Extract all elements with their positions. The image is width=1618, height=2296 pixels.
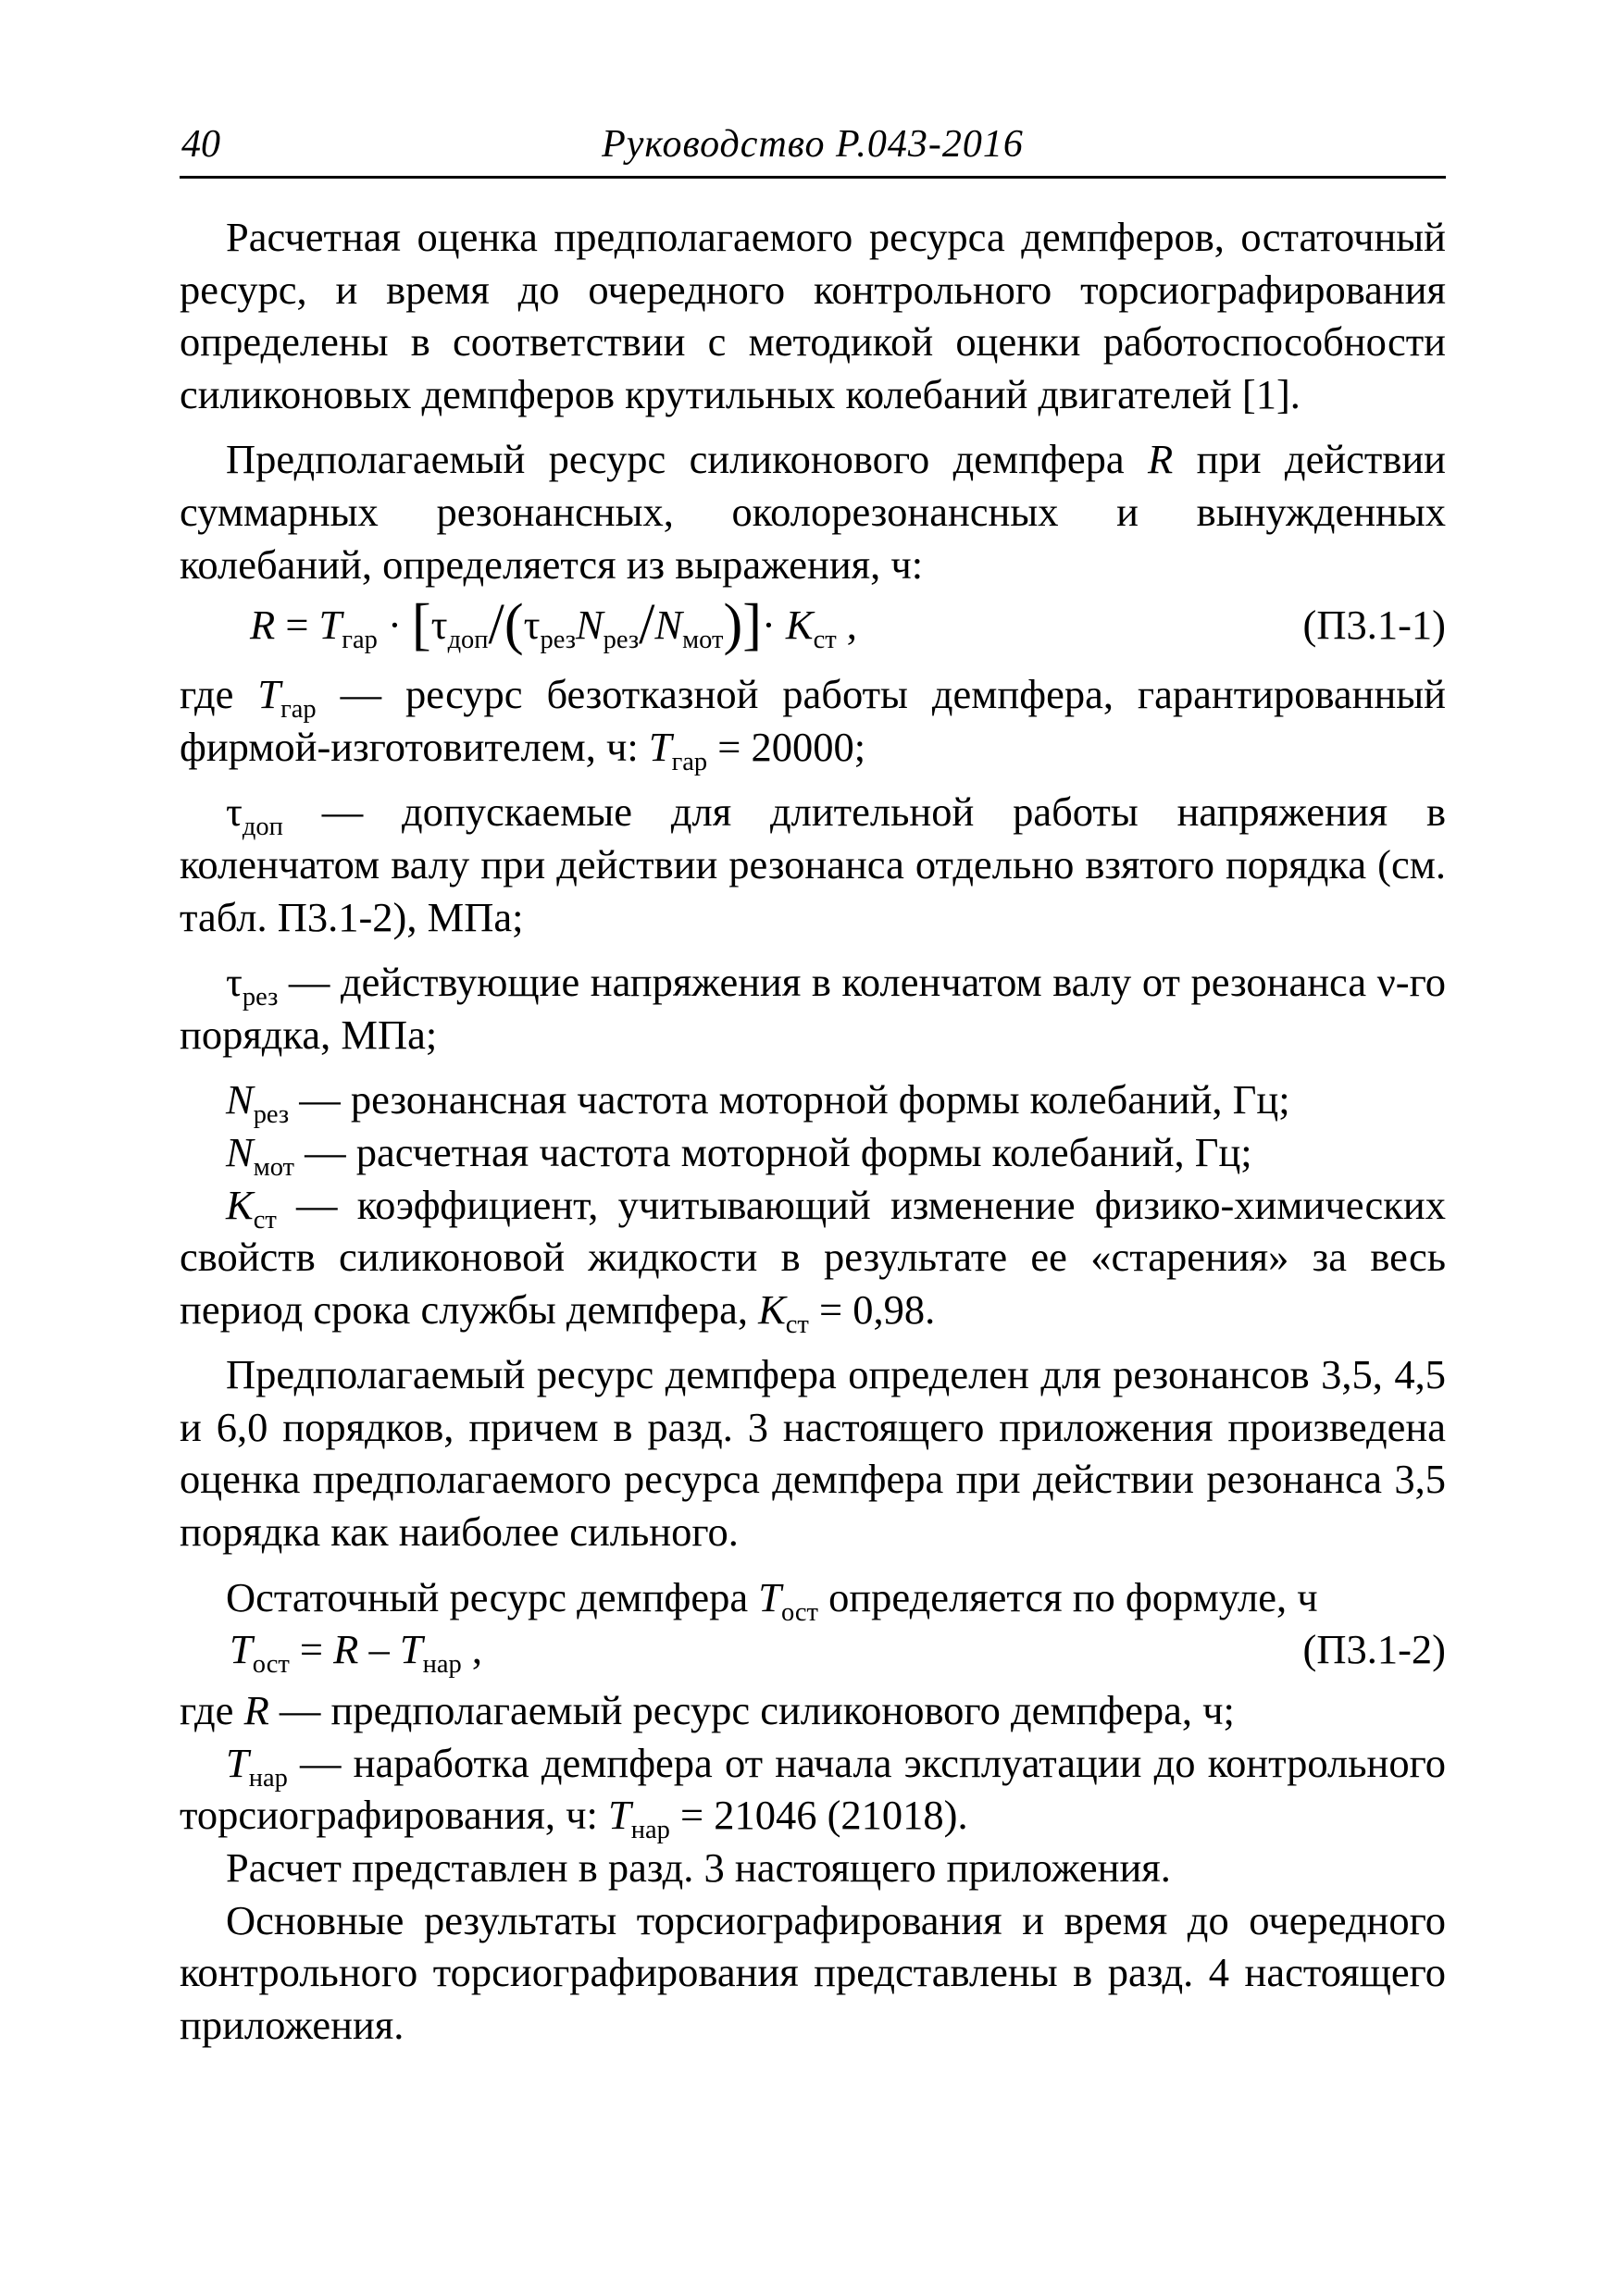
var-t: T — [318, 602, 342, 649]
text: Остаточный ресурс демпфера — [226, 1573, 759, 1620]
definition-r — [180, 1684, 1446, 1737]
var-r: R — [333, 1626, 359, 1673]
comma: , — [836, 602, 857, 649]
formula-number: (П3.1-2) — [1302, 1626, 1446, 1673]
subscript: доп — [447, 626, 489, 655]
page-number: 40 — [181, 123, 220, 166]
subscript: ост — [780, 1597, 818, 1627]
definition-n-rez — [180, 1074, 1446, 1130]
slash: / — [488, 592, 504, 657]
definition-t-nar — [180, 1737, 1446, 1845]
var-tau: τ — [523, 602, 541, 649]
var-k: K — [226, 1181, 254, 1228]
subscript: рез — [253, 1100, 290, 1130]
dot-operator: · — [761, 602, 786, 649]
subscript: гар — [671, 747, 708, 776]
var-tau: τ — [226, 959, 243, 1006]
equals-sign: = — [289, 1626, 334, 1673]
text: — предполагаемый ресурс силиконового демпфера, ч; — [268, 1687, 1235, 1734]
subscript: мот — [682, 626, 724, 655]
text: = 21046 (21018). — [669, 1792, 968, 1839]
subscript: рез — [242, 983, 279, 1012]
dot-operator: · — [377, 602, 412, 649]
text: — действующие напряжения в коленчатом валу от резонанса ν-го порядка, МПа; — [180, 959, 1446, 1058]
formula-p3-1-1 — [180, 592, 1446, 664]
subscript: рез — [540, 626, 576, 655]
var-n: N — [226, 1076, 254, 1123]
var-n: N — [654, 602, 683, 649]
subscript: ст — [785, 1309, 809, 1339]
left-paren: ( — [504, 592, 524, 657]
text: при действии суммарных резонансных, околорезонансных и вынужденных колебаний, определяется из выражения, ч: — [180, 436, 1446, 588]
var-t: T — [758, 1573, 781, 1620]
var-r: R — [243, 1687, 269, 1734]
text: = 0,98. — [808, 1285, 936, 1333]
text: определяется по формуле, ч — [817, 1573, 1318, 1620]
subscript: ост — [252, 1650, 290, 1680]
left-bracket: [ — [411, 592, 431, 657]
subscript: рез — [603, 626, 640, 655]
subscript: нар — [248, 1763, 288, 1793]
text: — наработка демпфера от начала эксплуатации до контрольного торсиографирования, ч: — [180, 1739, 1446, 1839]
text: — расчетная частота моторной формы колебаний, Гц; — [294, 1128, 1252, 1175]
text: где — [180, 1687, 244, 1734]
text: где — [180, 671, 258, 718]
var-tau: τ — [226, 788, 243, 836]
var-t: T — [399, 1626, 423, 1673]
text: — коэффициент, учитывающий изменение физико-химических свойств силиконовой жидкости в результате ее «старения» за весь период срока службы демпфера, — [180, 1181, 1446, 1333]
subscript: мот — [253, 1152, 295, 1182]
comma: , — [461, 1626, 482, 1673]
equals-sign: = — [275, 602, 319, 649]
var-k: K — [785, 602, 814, 649]
paragraph-resource — [180, 433, 1446, 590]
paragraph-resonances: Предполагаемый ресурс демпфера определен для резонансов 3,5, 4,5 и 6,0 порядков, причем в разд. 3 настоящего приложения произведена оценка предполагаемого ресурса демпфера при действии резонанса 3,5 порядка как наиболее сильного. — [180, 1351, 1446, 1556]
var-t: T — [648, 723, 672, 770]
formula-p3-1-2 — [180, 1623, 1446, 1679]
subscript: гар — [280, 695, 317, 725]
subscript: ст — [253, 1205, 277, 1235]
var-t: T — [226, 1739, 249, 1786]
definitions-list — [180, 668, 1446, 1339]
text: — допускаемые для длительной работы напряжения в коленчатом валу при действии резонанса отдельно взятого порядка (см. табл. П3.1-2), МПа; — [180, 788, 1446, 940]
formula-number: (П3.1-1) — [1302, 602, 1446, 649]
text: — ресурс безотказной работы демпфера, гарантированный фирмой-изготовителем, ч: — [180, 671, 1446, 770]
var-t: T — [230, 1626, 253, 1673]
var-tau: τ — [430, 602, 448, 649]
body-text — [180, 211, 1446, 2051]
text: Предполагаемый ресурс силиконового демпфера — [226, 436, 1149, 483]
formula-expression — [250, 592, 857, 657]
paragraph-residual — [180, 1571, 1446, 1627]
var-r: R — [250, 602, 276, 649]
slash: / — [639, 592, 655, 657]
var-k: K — [758, 1285, 786, 1333]
subscript: гар — [342, 626, 378, 655]
definition-tau-rez — [180, 956, 1446, 1061]
subscript: нар — [422, 1650, 462, 1680]
paragraph-intro: Расчетная оценка предполагаемого ресурса демпферов, остаточный ресурс, и время до очередного контрольного торсиографирования определены в соответствии с методикой оценки работоспособности силиконовых демпферов крутильных колебаний двигателей [1]. — [180, 214, 1446, 417]
var-n: N — [575, 602, 604, 649]
definition-tau-dop — [180, 786, 1446, 943]
subscript: ст — [813, 626, 837, 655]
subscript: доп — [242, 813, 283, 842]
subscript: нар — [630, 1816, 670, 1845]
text: = 20000; — [707, 723, 866, 770]
var-n: N — [226, 1128, 254, 1175]
definition-k-st — [180, 1179, 1446, 1339]
var-t: T — [607, 1792, 631, 1839]
definition-n-mot — [180, 1126, 1446, 1182]
formula-expression — [230, 1623, 482, 1680]
minus-sign: – — [358, 1626, 400, 1673]
definition-t-gar — [180, 668, 1446, 776]
symbol-r: R — [1148, 436, 1174, 483]
document-title: Руководство Р.043-2016 — [602, 123, 1024, 166]
var-t: T — [257, 671, 281, 718]
right-bracket: ] — [742, 592, 762, 657]
right-paren: ) — [723, 592, 743, 657]
paragraph-calculation: Расчет представлен в разд. 3 настоящего приложения. — [226, 1844, 1171, 1892]
paragraph-results: Основные результаты торсиографирования и время до очередного контрольного торсиографирования представлены в разд. 4 настоящего приложения. — [180, 1896, 1446, 2048]
running-header — [180, 120, 1446, 179]
text: — резонансная частота моторной формы колебаний, Гц; — [289, 1076, 1290, 1123]
